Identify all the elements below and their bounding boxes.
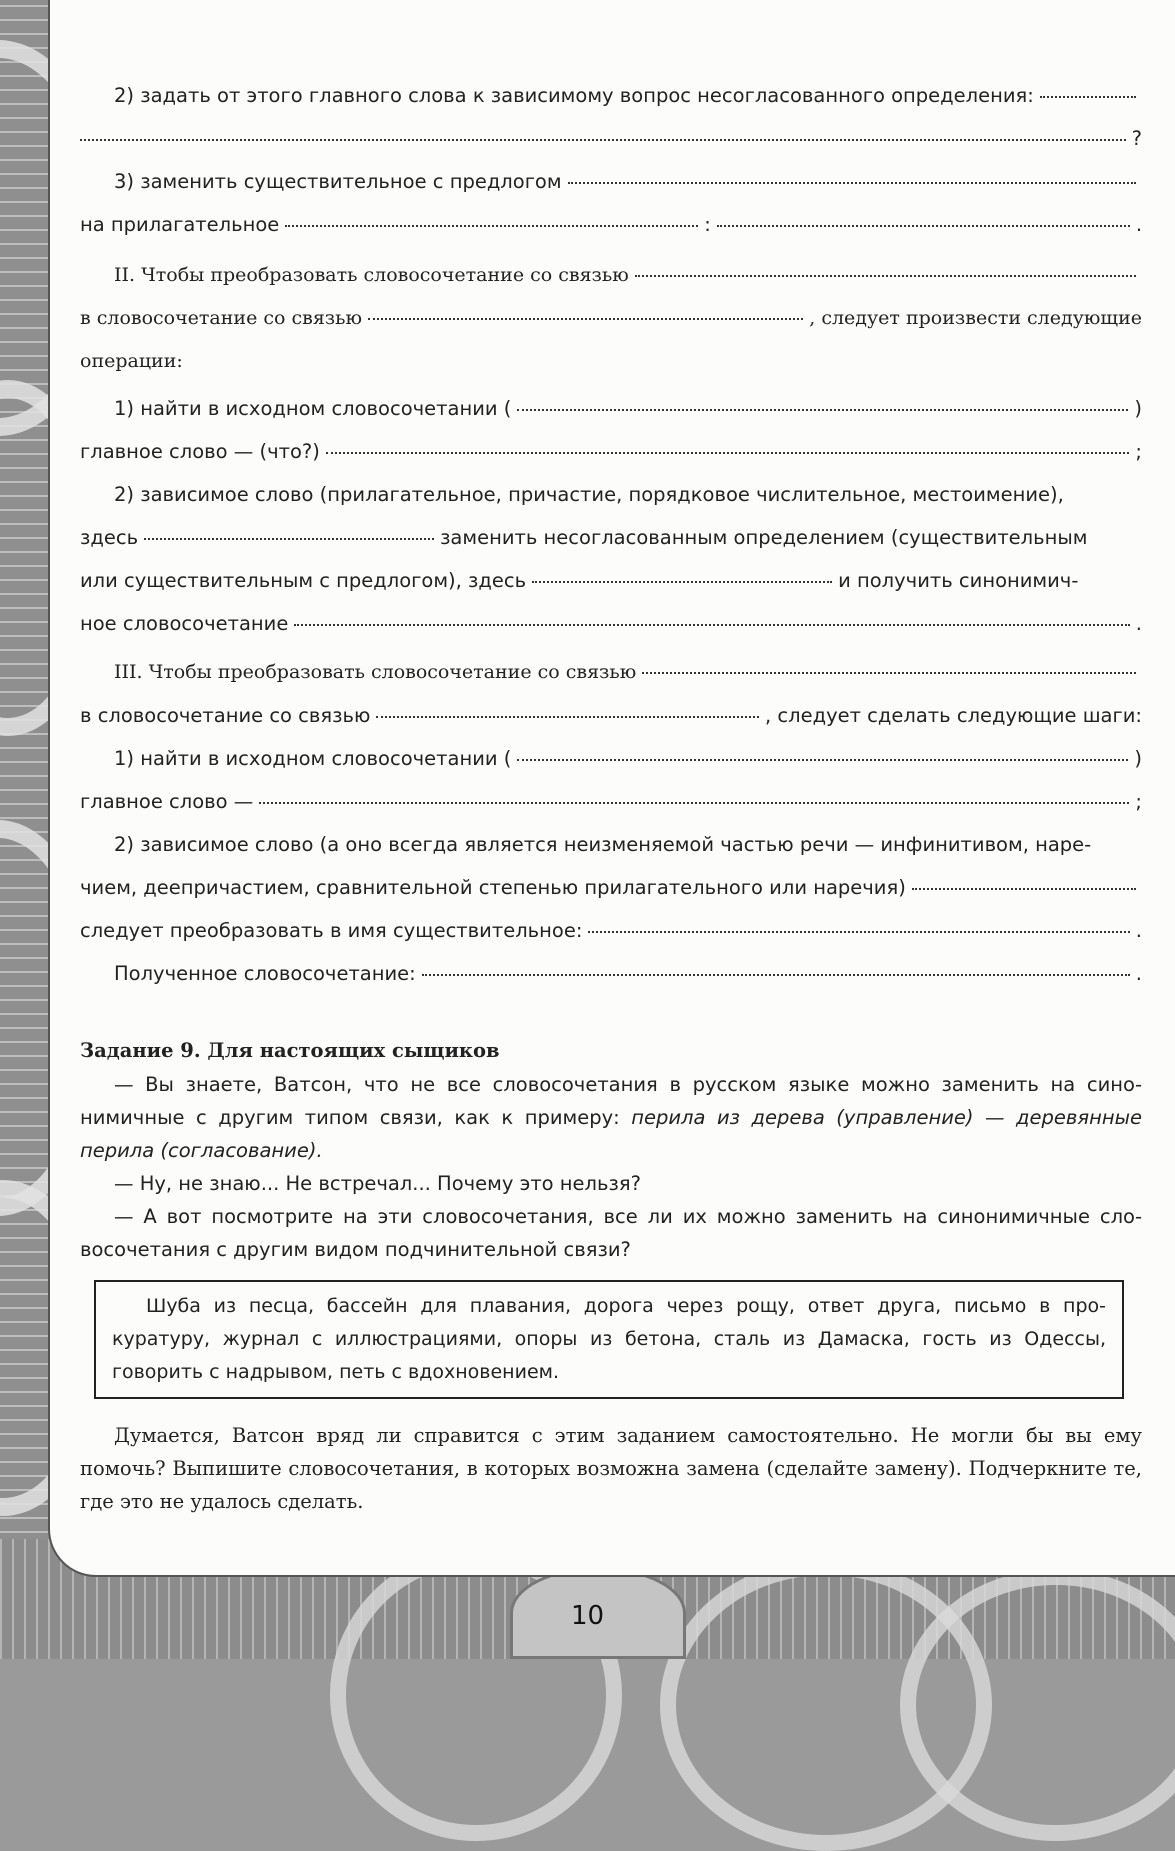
block-2-step2-cont3 bbox=[80, 602, 1142, 645]
answer-blank[interactable] bbox=[376, 714, 759, 718]
step-text: или существительным с предлогом), здесь bbox=[80, 569, 527, 592]
semicolon: ; bbox=[1135, 440, 1142, 463]
block-2-step1-cont bbox=[80, 430, 1142, 473]
dialog-line-2: — Ну, не знаю... Не встречал... Почему это нельзя? bbox=[114, 1172, 641, 1195]
answer-blank[interactable] bbox=[144, 536, 434, 540]
block-text: в словосочетание со связью bbox=[80, 704, 371, 727]
answer-blank[interactable] bbox=[517, 407, 1128, 411]
answer-blank[interactable] bbox=[635, 273, 1136, 277]
answer-blank[interactable] bbox=[259, 800, 1129, 804]
task-9-title: Задание 9. Для настоящих сыщиков bbox=[80, 1039, 500, 1062]
block-2-step1 bbox=[80, 387, 1142, 430]
block-2-heading bbox=[80, 254, 1142, 297]
answer-blank[interactable] bbox=[532, 579, 832, 583]
answer-blank[interactable] bbox=[568, 180, 1136, 184]
answer-blank[interactable] bbox=[422, 972, 1130, 976]
phrase-box bbox=[94, 1280, 1124, 1399]
step-text: главное слово — bbox=[80, 790, 254, 813]
block-3-step1-cont bbox=[80, 780, 1142, 823]
step-text: 2) задать от этого главного слова к зависимому вопрос несогласованного определения: bbox=[114, 84, 1034, 107]
period: . bbox=[1135, 919, 1142, 942]
dialog-example: перила из дерева (управление) — деревянные перила (согласование). bbox=[80, 1106, 1143, 1162]
block-3-step2-cont1 bbox=[80, 866, 1142, 909]
answer-blank[interactable] bbox=[517, 757, 1128, 761]
step-text: 1) найти в исходном словосочетании ( bbox=[114, 397, 512, 420]
dialog-line-1 bbox=[80, 1068, 1142, 1167]
block-3-step1 bbox=[80, 737, 1142, 780]
step-text: заменить несогласованным определением (существительным bbox=[440, 526, 1088, 549]
answer-blank[interactable] bbox=[588, 929, 1129, 933]
step-text: 3) заменить существительное с предлогом bbox=[114, 170, 562, 193]
close-paren: ) bbox=[1134, 747, 1142, 770]
phrase-list: Шуба из песца, бассейн для плавания, дорога через рощу, ответ друга, письмо в про-куратуру, журнал с иллюстрациями, опоры из бетона, сталь из Дамаска, гость из Одессы, говорить с надрывом, петь с вдохновением. bbox=[112, 1295, 1106, 1383]
block-3-result bbox=[80, 952, 1142, 995]
step-2-line bbox=[80, 74, 1142, 117]
block-3-step2 bbox=[80, 823, 1142, 866]
dialog-line-3: — А вот посмотрите на эти словосочетания, все ли их можно заменить на синонимичные сло-восочетания с другим видом подчинительной связи? bbox=[80, 1205, 1142, 1261]
answer-blank[interactable] bbox=[642, 670, 1136, 674]
answer-blank[interactable] bbox=[717, 223, 1130, 227]
block-heading: II. Чтобы преобразовать словосочетание со связью bbox=[114, 264, 629, 286]
page-content bbox=[80, 78, 1142, 1518]
block-text: в словосочетание со связью bbox=[80, 307, 363, 329]
answer-blank[interactable] bbox=[326, 450, 1130, 454]
answer-blank[interactable] bbox=[285, 223, 698, 227]
question-mark: ? bbox=[1131, 127, 1142, 150]
step-3-line bbox=[80, 160, 1142, 203]
block-2-step2 bbox=[80, 473, 1142, 516]
answer-blank[interactable] bbox=[80, 137, 1126, 141]
block-text: , следует произвести следующие bbox=[809, 307, 1142, 329]
answer-blank[interactable] bbox=[294, 622, 1129, 626]
step-text: здесь bbox=[80, 526, 139, 549]
step-2-line-cont bbox=[80, 117, 1142, 160]
block-2-step2-cont1 bbox=[80, 516, 1142, 559]
step-text: главное слово — (что?) bbox=[80, 440, 320, 463]
period: . bbox=[1135, 612, 1142, 635]
step-text: чием, деепричастием, сравнительной степенью прилагательного или наречия) bbox=[80, 876, 906, 899]
block-3-heading bbox=[80, 651, 1142, 694]
step-text: и получить синонимич- bbox=[838, 569, 1079, 592]
step-text: на прилагательное bbox=[80, 213, 280, 236]
step-text: ное словосочетание bbox=[80, 612, 289, 635]
step-3-line-cont bbox=[80, 203, 1142, 246]
block-2-line2 bbox=[80, 297, 1142, 340]
step-text: 2) зависимое слово (а оно всегда является неизменяемой частью речи — инфинитивом, наре- bbox=[114, 833, 1092, 856]
step-text: следует преобразовать в имя существительное: bbox=[80, 919, 583, 942]
workbook-page bbox=[50, 0, 1175, 1575]
block-3-line2 bbox=[80, 694, 1142, 737]
answer-blank[interactable] bbox=[1040, 94, 1136, 98]
task-instructions bbox=[80, 1419, 1142, 1518]
block-3-step2-cont2 bbox=[80, 909, 1142, 952]
block-2-line3 bbox=[80, 340, 1142, 383]
colon: : bbox=[704, 213, 711, 236]
block-2-step2-cont2 bbox=[80, 559, 1142, 602]
period: . bbox=[1135, 213, 1143, 236]
page-number: 10 bbox=[570, 1601, 605, 1631]
step-text: 2) зависимое слово (прилагательное, причастие, порядковое числительное, местоимение), bbox=[114, 483, 1064, 506]
dialog-text: — Вы знаете, Ватсон, что не все словосочетания в русском языке можно заменить на сино-нимичные с другим типом связи, как к примеру: bbox=[80, 1073, 1142, 1129]
answer-blank[interactable] bbox=[368, 316, 803, 320]
period: . bbox=[1135, 962, 1142, 985]
block-heading: III. Чтобы преобразовать словосочетание со связью bbox=[114, 661, 637, 683]
answer-blank[interactable] bbox=[912, 886, 1136, 890]
close-paren: ) bbox=[1134, 397, 1142, 420]
semicolon: ; bbox=[1135, 790, 1142, 813]
block-text: , следует сделать следующие шаги: bbox=[765, 704, 1142, 727]
instructions-text: Думается, Ватсон вряд ли справится с этим заданием самостоятельно. Не могли бы вы ему помочь? Выпишите словосочетания, в которых возможна замена (сделайте замену). Подчеркните те, где это не удалось сделать. bbox=[80, 1424, 1142, 1513]
step-text: Полученное словосочетание: bbox=[114, 962, 416, 985]
step-text: 1) найти в исходном словосочетании ( bbox=[114, 747, 512, 770]
block-text: операции: bbox=[80, 350, 183, 372]
